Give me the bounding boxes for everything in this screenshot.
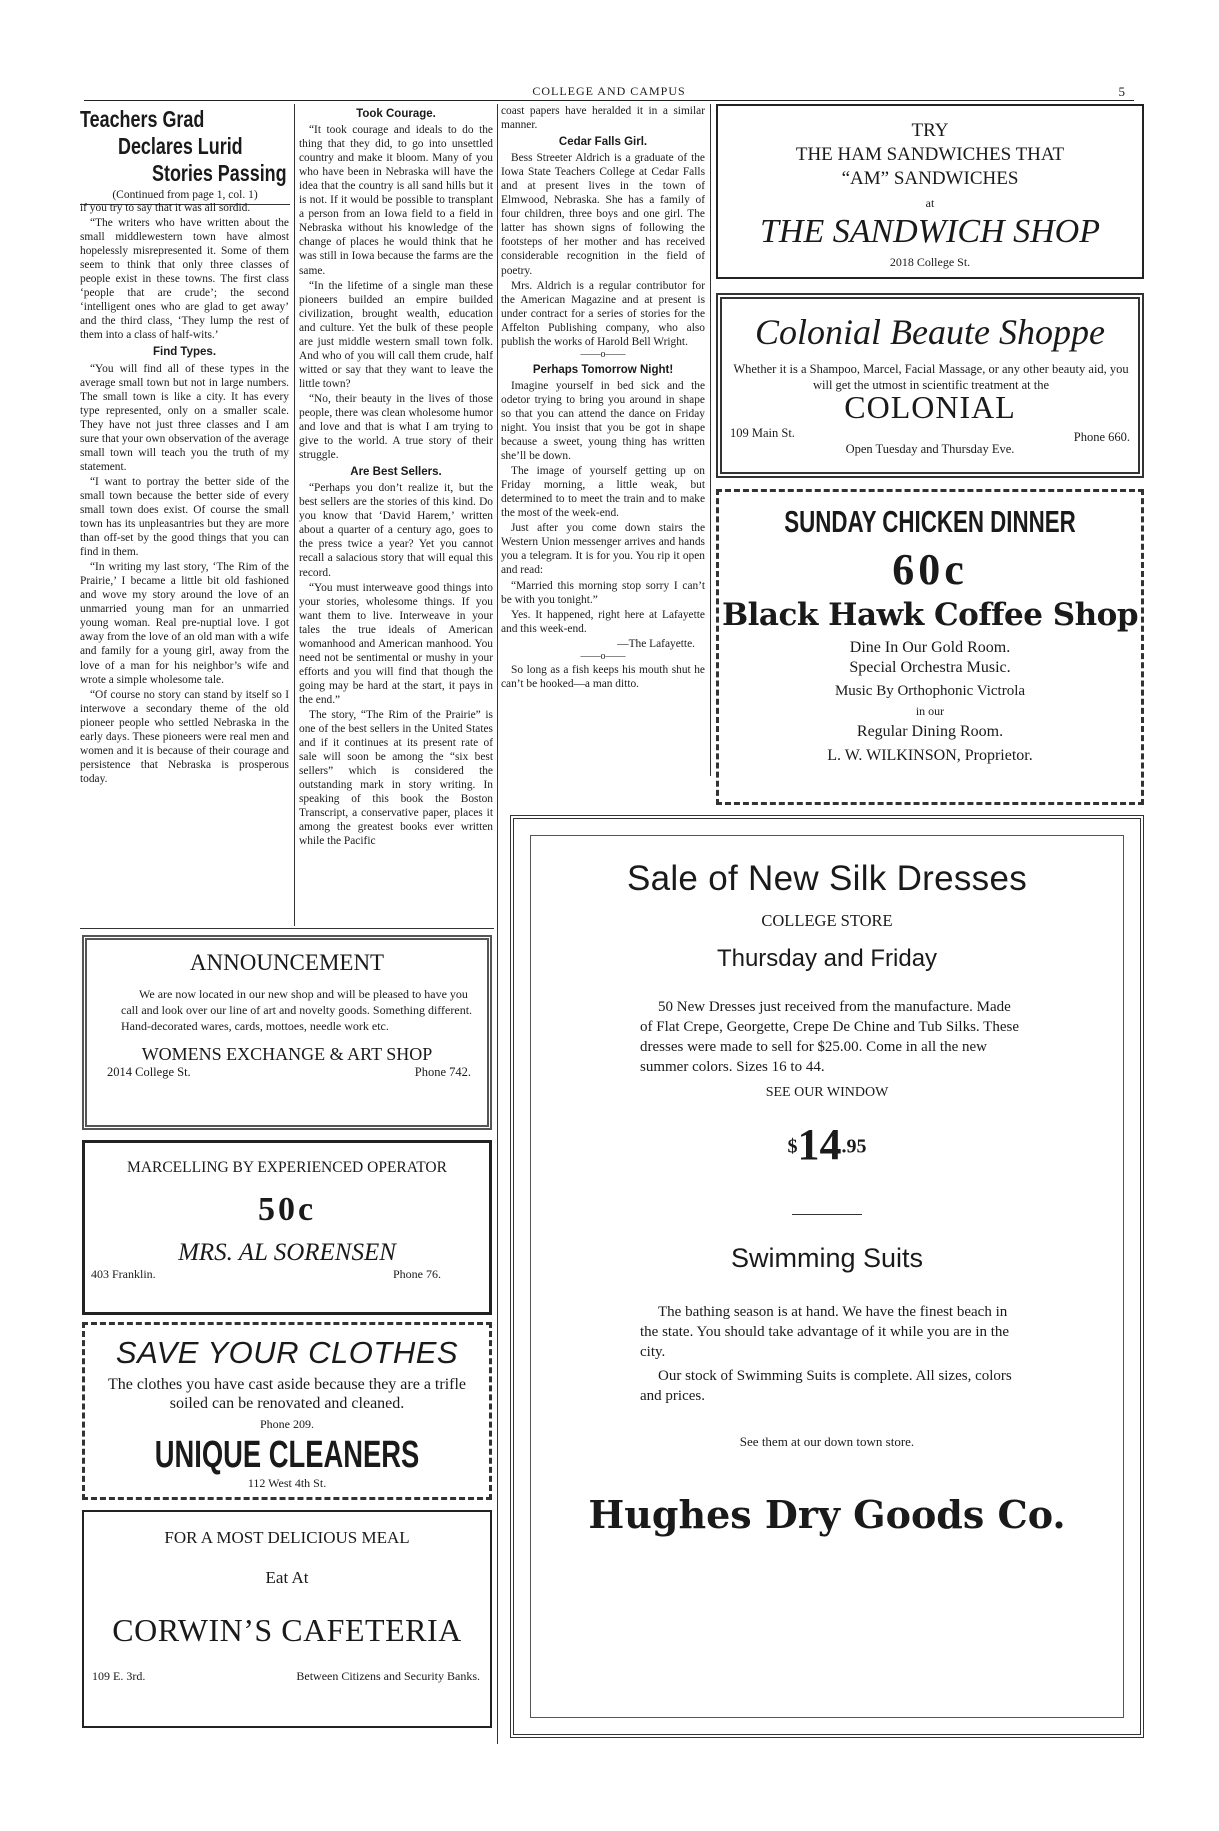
- column-rule: [497, 104, 498, 1744]
- paragraph: “I want to portray the better side of the small town because the better side of every small town does exist. Of course the small town has its unpleasantries but they are more than off-set by the good things that you can find in them.: [80, 475, 289, 559]
- subhead: Cedar Falls Girl.: [558, 136, 648, 149]
- hughes-price: [534, 1119, 1120, 1170]
- sandwich-try: TRY: [911, 120, 949, 141]
- paragraph: “It took courage and ideals to do the thing that they did, to go into unsettled country and make it bloom. Many of you who have been in Nebraska will have the idea that the country is all sand hills but it is not. If it would be possible to transplant a person from an Iowa field to a field in Nebraska without his knowledge of the change of places he would think that he was still in Iowa because the farms are the same.: [299, 124, 493, 277]
- corwin-location: Between Citizens and Security Banks.: [296, 1669, 480, 1683]
- announcement-title: ANNOUNCEMENT: [189, 950, 385, 975]
- column-rule: [710, 104, 711, 776]
- blackhawk-name: Black Hawk Coffee Shop: [721, 597, 1139, 633]
- headline-line-1: Teachers Grad: [80, 106, 205, 132]
- corwin-line-1: FOR A MOST DELICIOUS MEAL: [164, 1528, 410, 1547]
- hughes-store-name: Hughes Dry Goods Co.: [588, 1492, 1066, 1537]
- announcement-body: We are now located in our new shop and will be pleased to have you call and look over our line of art and novelty goods. Something different. Hand-decorated wares, cards, mottoes, needle work etc.: [121, 987, 473, 1033]
- price-main: 14: [797, 1120, 842, 1169]
- paragraph: “In writing my last story, ‘The Rim of the Prairie,’ I became a little bit old fashioned and wove my story around the love of an unmarried young man for an unmarried young woman. Real pre-nuptial love. I got away from the love of an old man with a wife and family for a young girl, away from the love of a man for his neighbor’s wife and wrote a simple wholesome tale.: [80, 561, 289, 686]
- colonial-name: Colonial Beaute Shoppe: [755, 312, 1105, 352]
- blackhawk-line-5: Regular Dining Room.: [856, 723, 1004, 740]
- subhead: Took Courage.: [356, 108, 436, 120]
- paragraph: So long as a fish keeps his mouth shut he can’t be hooked—a man ditto.: [501, 663, 705, 690]
- page-header: [84, 84, 1134, 101]
- hughes-dress-body: 50 New Dresses just received from the manufacture. Made of Flat Crepe, Georgette, Crepe De Chine and Tub Silks. These dresses were made to sell for $25.00. Come in all the new summer colors. Sizes 16 to 44.: [640, 999, 1019, 1075]
- blackhawk-line-2: Special Orchestra Music.: [849, 659, 1011, 676]
- ad-sandwich-shop: [716, 104, 1144, 279]
- colonial-phone: Phone 660.: [1073, 430, 1130, 444]
- subhead: Perhaps Tomorrow Night!: [532, 363, 674, 376]
- article-column-3: [501, 104, 705, 776]
- page-number: 5: [1118, 84, 1126, 99]
- corwin-line-2: Eat At: [265, 1568, 309, 1587]
- marcel-price: 50c: [257, 1191, 317, 1228]
- hughes-swim-body-2: Our stock of Swimming Suits is complete. All sizes, colors and prices.: [640, 1368, 1012, 1404]
- paragraph: The story, “The Rim of the Prairie” is one of the best sellers in the United States and if it continues at its present rate of sale will soon be among the “six best sellers” which is considered the outstanding mark in story writing. In speaking of this book the Boston Transcript, a conservative paper, places it among the greatest books ever written while the Pacific: [299, 708, 493, 848]
- sandwich-shop-name: THE SANDWICH SHOP: [760, 213, 1100, 250]
- article-bottom-rule: [80, 928, 494, 929]
- cleaners-title: SAVE YOUR CLOTHES: [115, 1335, 459, 1370]
- paragraph: Yes. It happened, right here at Lafayette and this week-end.: [501, 608, 705, 635]
- headline-line-3: Stories Passing: [152, 160, 287, 186]
- paragraph: Mrs. Aldrich is a regular contributor for the American Magazine and at present is under contract for a series of stories for the Affelton Publishing company, who also publish the works of Harold Bell Wright.: [501, 279, 705, 348]
- colonial-hours: Open Tuesday and Thursday Eve.: [845, 442, 1015, 456]
- marcel-name: MRS. AL SORENSEN: [178, 1239, 396, 1266]
- cleaners-name: UNIQUE CLEANERS: [154, 1434, 420, 1476]
- article-column-1: [80, 201, 289, 925]
- cleaners-address: 112 West 4th St.: [247, 1476, 327, 1490]
- paragraph: Just after you come down stairs the Western Union messenger arrives and hands you a telegram. It is for you. You rip it open and read:: [501, 522, 705, 577]
- hughes-downtown: See them at our down town store.: [739, 1434, 915, 1449]
- announcement-shop: WOMENS EXCHANGE & ART SHOP: [141, 1044, 433, 1064]
- paragraph: coast papers have heralded it in a similar manner.: [501, 105, 705, 132]
- subhead: Are Best Sellers.: [350, 466, 442, 479]
- cleaners-phone: Phone 209.: [260, 1417, 314, 1431]
- price-dollar: $: [787, 1135, 798, 1158]
- separator: ——o——: [580, 650, 626, 662]
- subhead: Find Types.: [152, 346, 217, 359]
- announcement-address: 2014 College St.: [107, 1065, 191, 1079]
- marcel-address: 403 Franklin.: [91, 1267, 156, 1281]
- blackhawk-headline: [719, 504, 1141, 539]
- paragraph: “Married this morning stop sorry I can’t be with you tonight.”: [501, 579, 705, 606]
- price-cents: .95: [841, 1135, 867, 1158]
- paragraph: “The writers who have written about the small middlewestern town have almost hopelessly misrepresented it. Some of them seem to think that only three classes of people exist in these towns. The first class ‘people that are crude’; the second ‘intelligent ones who are glad to get away’ and the third class, ‘They lump the rest of them into a class of half-wits.’: [80, 217, 289, 342]
- hughes-days: Thursday and Friday: [716, 945, 938, 972]
- hughes-divider: [792, 1214, 862, 1215]
- blackhawk-proprietor: L. W. WILKINSON, Proprietor.: [827, 747, 1033, 764]
- ad-marcelling: [82, 1140, 492, 1315]
- hughes-swim-body-1: The bathing season is at hand. We have the finest beach in the state. You should take advantage of it while you are in the city.: [640, 1304, 1010, 1360]
- announcement-phone: Phone 742.: [414, 1065, 471, 1079]
- paragraph: —The Lafayette.: [617, 637, 695, 650]
- article-column-2: [299, 104, 493, 926]
- ad-corwins-cafeteria: [82, 1510, 492, 1728]
- ad-colonial-beaute: [716, 293, 1144, 478]
- corwin-address: 109 E. 3rd.: [92, 1669, 146, 1683]
- sandwich-address: 2018 College St.: [889, 255, 971, 269]
- sandwich-line-2: THE HAM SANDWICHES THAT: [795, 144, 1065, 165]
- marcel-title: MARCELLING BY EXPERIENCED OPERATOR: [127, 1159, 447, 1176]
- continued-note: (Continued from page 1, col. 1): [80, 189, 290, 205]
- paragraph: Imagine yourself in bed sick and the odetor trying to bring you around in shape so that you can attend the dance on Friday night. You insist that you be got in shape because a sweet, young thing has written she’ll be down.: [501, 379, 705, 463]
- blackhawk-line-4: in our: [915, 704, 945, 718]
- paragraph: “In the lifetime of a single man these pioneers builded an empire builded civilization, brought wealth, education and culture. Yet the bulk of these people are just middle western small town folk. And who of you will call them crude, half witted or say that they want to leave the little town?: [299, 279, 493, 390]
- sandwich-line-3: “AM” SANDWICHES: [841, 168, 1019, 189]
- colonial-big: COLONIAL: [844, 389, 1016, 425]
- sandwich-at: at: [925, 196, 935, 210]
- marcel-phone: Phone 76.: [393, 1267, 441, 1281]
- hughes-window: SEE OUR WINDOW: [765, 1085, 889, 1100]
- blackhawk-line-3: Music By Orthophonic Victrola: [834, 683, 1026, 699]
- paragraph: “Perhaps you don’t realize it, but the best sellers are the stories of this kind. Do you know that ‘David Harem,’ written about a quarter of a century ago, goes to the press twice a year? Yet you cannot recall a salacious story that will equal this record.: [299, 482, 493, 579]
- corwin-name: CORWIN’S CAFETERIA: [112, 1612, 462, 1648]
- running-title: COLLEGE AND CAMPUS: [532, 84, 686, 98]
- colonial-address: 109 Main St.: [730, 426, 795, 440]
- paragraph: “No, their beauty in the lives of those people, there was clean wholesome humor and love and that is what I am trying to give to the world. A true story of their struggle.: [299, 392, 493, 462]
- blackhawk-price: 60c: [892, 545, 968, 594]
- paragraph: “You will find all of these types in the average small town but not in large numbers. The small town is like a city. It has every type represented, only on a smaller scale. They have not just three classes and I am sure that your own observation of the average small town will teach you the truth of my statement.: [80, 362, 289, 473]
- paragraph: “You must interweave good things into your stories, wholesome things. If you want them to live. Interweave in your tales the true ideals of American womanhood and American manhood. You need not be sentimental or mushy in your efforts and you will find that though the going may be hard at the start, it pays in the end.”: [299, 581, 493, 706]
- hughes-store: COLLEGE STORE: [761, 911, 893, 930]
- ad-unique-cleaners: [82, 1322, 492, 1500]
- hughes-sale-title: Sale of New Silk Dresses: [626, 859, 1028, 898]
- separator: ——o——: [580, 348, 626, 360]
- ad-black-hawk: [716, 489, 1144, 805]
- ad-hughes-dry-goods: [510, 815, 1144, 1738]
- paragraph: “Of course no story can stand by itself so I interwove a secondary theme of the old pioneer people who settled Nebraska in the early days. These pioneers were real men and women and it is because of their courage and persistence that Nebraska is prosperous today.: [80, 688, 289, 785]
- paragraph: Bess Streeter Aldrich is a graduate of the Iowa State Teachers College at Cedar Falls and at present lives in the town of Elmwood, Nebraska. She has a family of four children, three boys and one girl. The latter has shown signs of following the footsteps of her mother and has received considerable recognition in the field of poetry.: [501, 152, 705, 277]
- headline-line-2: Declares Lurid: [118, 133, 243, 159]
- blackhawk-line-1: Dine In Our Gold Room.: [849, 639, 1011, 656]
- hughes-swim-title: Swimming Suits: [730, 1243, 924, 1273]
- cleaners-body: The clothes you have cast aside because they are a trifle soiled can be renovated and cleaned.: [107, 1376, 467, 1412]
- article-headline: [80, 106, 290, 205]
- column-rule: [294, 104, 295, 926]
- ad-announcement: [82, 935, 492, 1130]
- blackhawk-sunday: SUNDAY CHICKEN DINNER: [784, 504, 1076, 539]
- paragraph: The image of yourself getting up on Friday morning, a little weak, but determined to to meet the train and to make the most of the week-end.: [501, 465, 705, 520]
- colonial-body: Whether it is a Shampoo, Marcel, Facial Massage, or any other beauty aid, you will get the utmost in scientific treatment at the: [733, 362, 1129, 392]
- paragraph: if you try to say that it was all sordid.: [80, 202, 251, 214]
